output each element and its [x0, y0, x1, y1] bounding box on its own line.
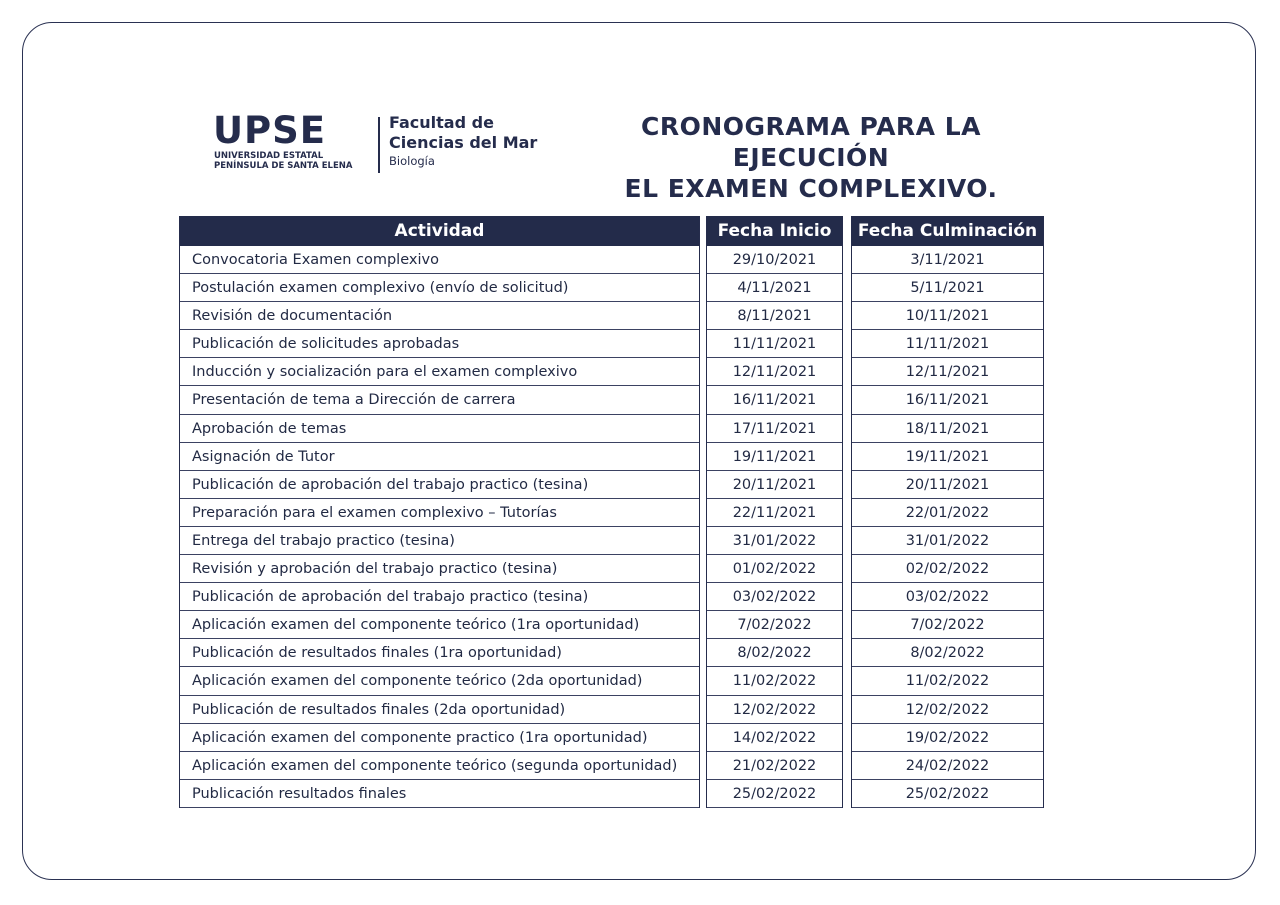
activity-cell: Entrega del trabajo practico (tesina): [180, 527, 699, 555]
logo-subtitle-line2: PENÍNSULA DE SANTA ELENA: [214, 161, 353, 171]
end-date-cell: 18/11/2021: [852, 415, 1043, 443]
logo-subtitle: [214, 151, 352, 171]
faculty-line1: Facultad de: [389, 113, 494, 132]
activity-cell: Presentación de tema a Dirección de carrera: [180, 386, 699, 414]
activity-cell: Aplicación examen del componente teórico (segunda oportunidad): [180, 752, 699, 780]
activity-cell: Revisión de documentación: [180, 302, 699, 330]
start-date-column: [706, 216, 843, 808]
start-date-cell: 03/02/2022: [707, 583, 842, 611]
end-date-cell: 10/11/2021: [852, 302, 1043, 330]
end-date-cell: 7/02/2022: [852, 611, 1043, 639]
end-date-cell: 12/11/2021: [852, 358, 1043, 386]
start-date-column-header: Fecha Inicio: [707, 216, 842, 246]
end-date-cell: 03/02/2022: [852, 583, 1043, 611]
activity-cell: Preparación para el examen complexivo – Tutorías: [180, 499, 699, 527]
start-date-cell: 21/02/2022: [707, 752, 842, 780]
activity-cell: Aprobación de temas: [180, 415, 699, 443]
end-date-column: [851, 216, 1044, 808]
start-date-cell: 11/11/2021: [707, 330, 842, 358]
activity-cell: Publicación de resultados finales (2da oportunidad): [180, 696, 699, 724]
end-date-column-header: Fecha Culminación: [852, 216, 1043, 246]
activity-cell: Aplicación examen del componente practico (1ra oportunidad): [180, 724, 699, 752]
start-date-cell: 12/02/2022: [707, 696, 842, 724]
start-date-cell: 31/01/2022: [707, 527, 842, 555]
start-date-cell: 8/11/2021: [707, 302, 842, 330]
activity-cell: Publicación de resultados finales (1ra oportunidad): [180, 639, 699, 667]
start-date-cell: 22/11/2021: [707, 499, 842, 527]
start-date-cell: 16/11/2021: [707, 386, 842, 414]
faculty-line2: Ciencias del Mar: [389, 133, 538, 152]
start-date-cell: 19/11/2021: [707, 443, 842, 471]
activity-cell: Aplicación examen del componente teórico (2da oportunidad): [180, 667, 699, 695]
start-date-cell: 8/02/2022: [707, 639, 842, 667]
start-date-cell: 20/11/2021: [707, 471, 842, 499]
end-date-cell: 16/11/2021: [852, 386, 1043, 414]
faculty-block: [389, 113, 537, 169]
end-date-cell: 22/01/2022: [852, 499, 1043, 527]
end-date-cell: 24/02/2022: [852, 752, 1043, 780]
end-date-cell: 11/02/2022: [852, 667, 1043, 695]
start-date-cell: 4/11/2021: [707, 274, 842, 302]
end-date-cell: 3/11/2021: [852, 246, 1043, 274]
start-date-cell: 12/11/2021: [707, 358, 842, 386]
end-date-cell: 02/02/2022: [852, 555, 1043, 583]
start-date-cell: 29/10/2021: [707, 246, 842, 274]
end-date-cell: 12/02/2022: [852, 696, 1043, 724]
activity-cell: Publicación de aprobación del trabajo practico (tesina): [180, 583, 699, 611]
activity-cell: Convocatoria Examen complexivo: [180, 246, 699, 274]
activity-cell: Publicación resultados finales: [180, 780, 699, 808]
activity-cell: Publicación de solicitudes aprobadas: [180, 330, 699, 358]
start-date-cell: 7/02/2022: [707, 611, 842, 639]
end-date-cell: 19/02/2022: [852, 724, 1043, 752]
title-line2: EL EXAMEN COMPLEXIVO.: [624, 174, 998, 203]
activity-column: [179, 216, 700, 808]
end-date-cell: 19/11/2021: [852, 443, 1043, 471]
activity-cell: Inducción y socialización para el examen complexivo: [180, 358, 699, 386]
activity-cell: Postulación examen complexivo (envío de solicitud): [180, 274, 699, 302]
title-line1: CRONOGRAMA PARA LA EJECUCIÓN: [640, 112, 982, 172]
start-date-cell: 01/02/2022: [707, 555, 842, 583]
start-date-cell: 17/11/2021: [707, 415, 842, 443]
end-date-cell: 8/02/2022: [852, 639, 1043, 667]
end-date-cell: 11/11/2021: [852, 330, 1043, 358]
end-date-cell: 20/11/2021: [852, 471, 1043, 499]
logo-wordmark: UPSE: [213, 109, 327, 152]
start-date-cell: 14/02/2022: [707, 724, 842, 752]
start-date-cell: 25/02/2022: [707, 780, 842, 808]
start-date-cell: 11/02/2022: [707, 667, 842, 695]
career-name: Biología: [389, 154, 435, 168]
activity-cell: Revisión y aprobación del trabajo practico (tesina): [180, 555, 699, 583]
end-date-cell: 31/01/2022: [852, 527, 1043, 555]
end-date-cell: 5/11/2021: [852, 274, 1043, 302]
logo-divider: [378, 117, 380, 173]
activity-cell: Publicación de aprobación del trabajo practico (tesina): [180, 471, 699, 499]
activity-column-header: Actividad: [180, 216, 699, 246]
logo-subtitle-line1: UNIVERSIDAD ESTATAL: [214, 151, 324, 161]
end-date-cell: 25/02/2022: [852, 780, 1043, 808]
page-title: [566, 111, 1056, 204]
activity-cell: Aplicación examen del componente teórico (1ra oportunidad): [180, 611, 699, 639]
activity-cell: Asignación de Tutor: [180, 443, 699, 471]
